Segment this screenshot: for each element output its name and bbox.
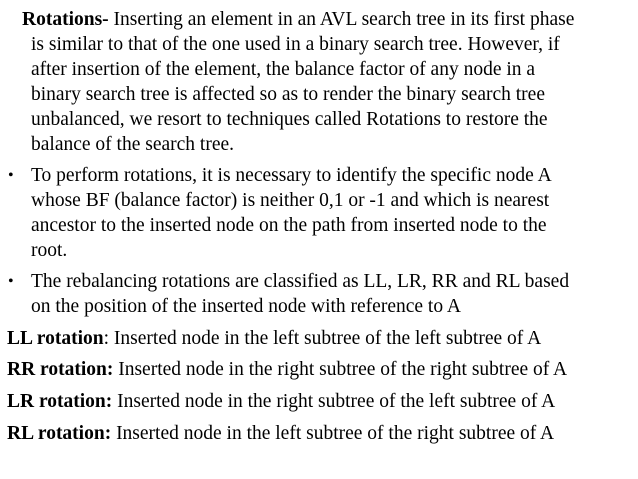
rotation-definition-rl [7, 422, 554, 446]
bullet-line: ancestor to the inserted node on the path from inserted node to the [31, 215, 547, 236]
rotation-definition-rr [7, 358, 567, 382]
bullet-dot: • [8, 167, 14, 184]
bullet-line: To perform rotations, it is necessary to identify the specific node A [31, 165, 552, 186]
rotation-label: LL rotation [7, 328, 104, 349]
rotation-text: Inserted node in the right subtree of the left subtree of A [117, 391, 556, 412]
paragraph-line: binary search tree is affected so as to render the binary search tree [31, 84, 545, 105]
paragraph-line: after insertion of the element, the balance factor of any node in a [31, 59, 536, 80]
rotation-text: Inserted node in the left subtree of the left subtree of A [113, 328, 542, 349]
bullet-line: whose BF (balance factor) is neither 0,1 or -1 and which is nearest [31, 190, 550, 211]
paragraph-line: unbalanced, we resort to techniques called Rotations to restore the [31, 109, 548, 130]
bullet-line: root. [31, 240, 68, 261]
rotations-intro-text: Inserting an element in an AVL search tree in its first phase [108, 9, 575, 30]
rotation-sep: : [103, 328, 114, 349]
rotation-definition-lr [7, 390, 555, 414]
rotation-label: RL rotation: [7, 423, 112, 444]
paragraph-line: balance of the search tree. [31, 134, 234, 155]
rotation-definition-ll [7, 327, 541, 351]
rotations-heading: Rotations- [22, 9, 109, 30]
rotation-label: LR rotation: [7, 391, 113, 412]
rotation-text: Inserted node in the left subtree of the right subtree of A [116, 423, 555, 444]
rotations-intro-line [22, 8, 574, 32]
rotation-label: RR rotation: [7, 359, 114, 380]
paragraph-line: is similar to that of the one used in a binary search tree. However, if [31, 34, 560, 55]
rotation-text: Inserted node in the right subtree of the right subtree of A [118, 359, 568, 380]
bullet-dot: • [8, 273, 14, 290]
bullet-line: on the position of the inserted node with reference to A [31, 296, 461, 317]
bullet-line: The rebalancing rotations are classified as LL, LR, RR and RL based [31, 271, 570, 292]
